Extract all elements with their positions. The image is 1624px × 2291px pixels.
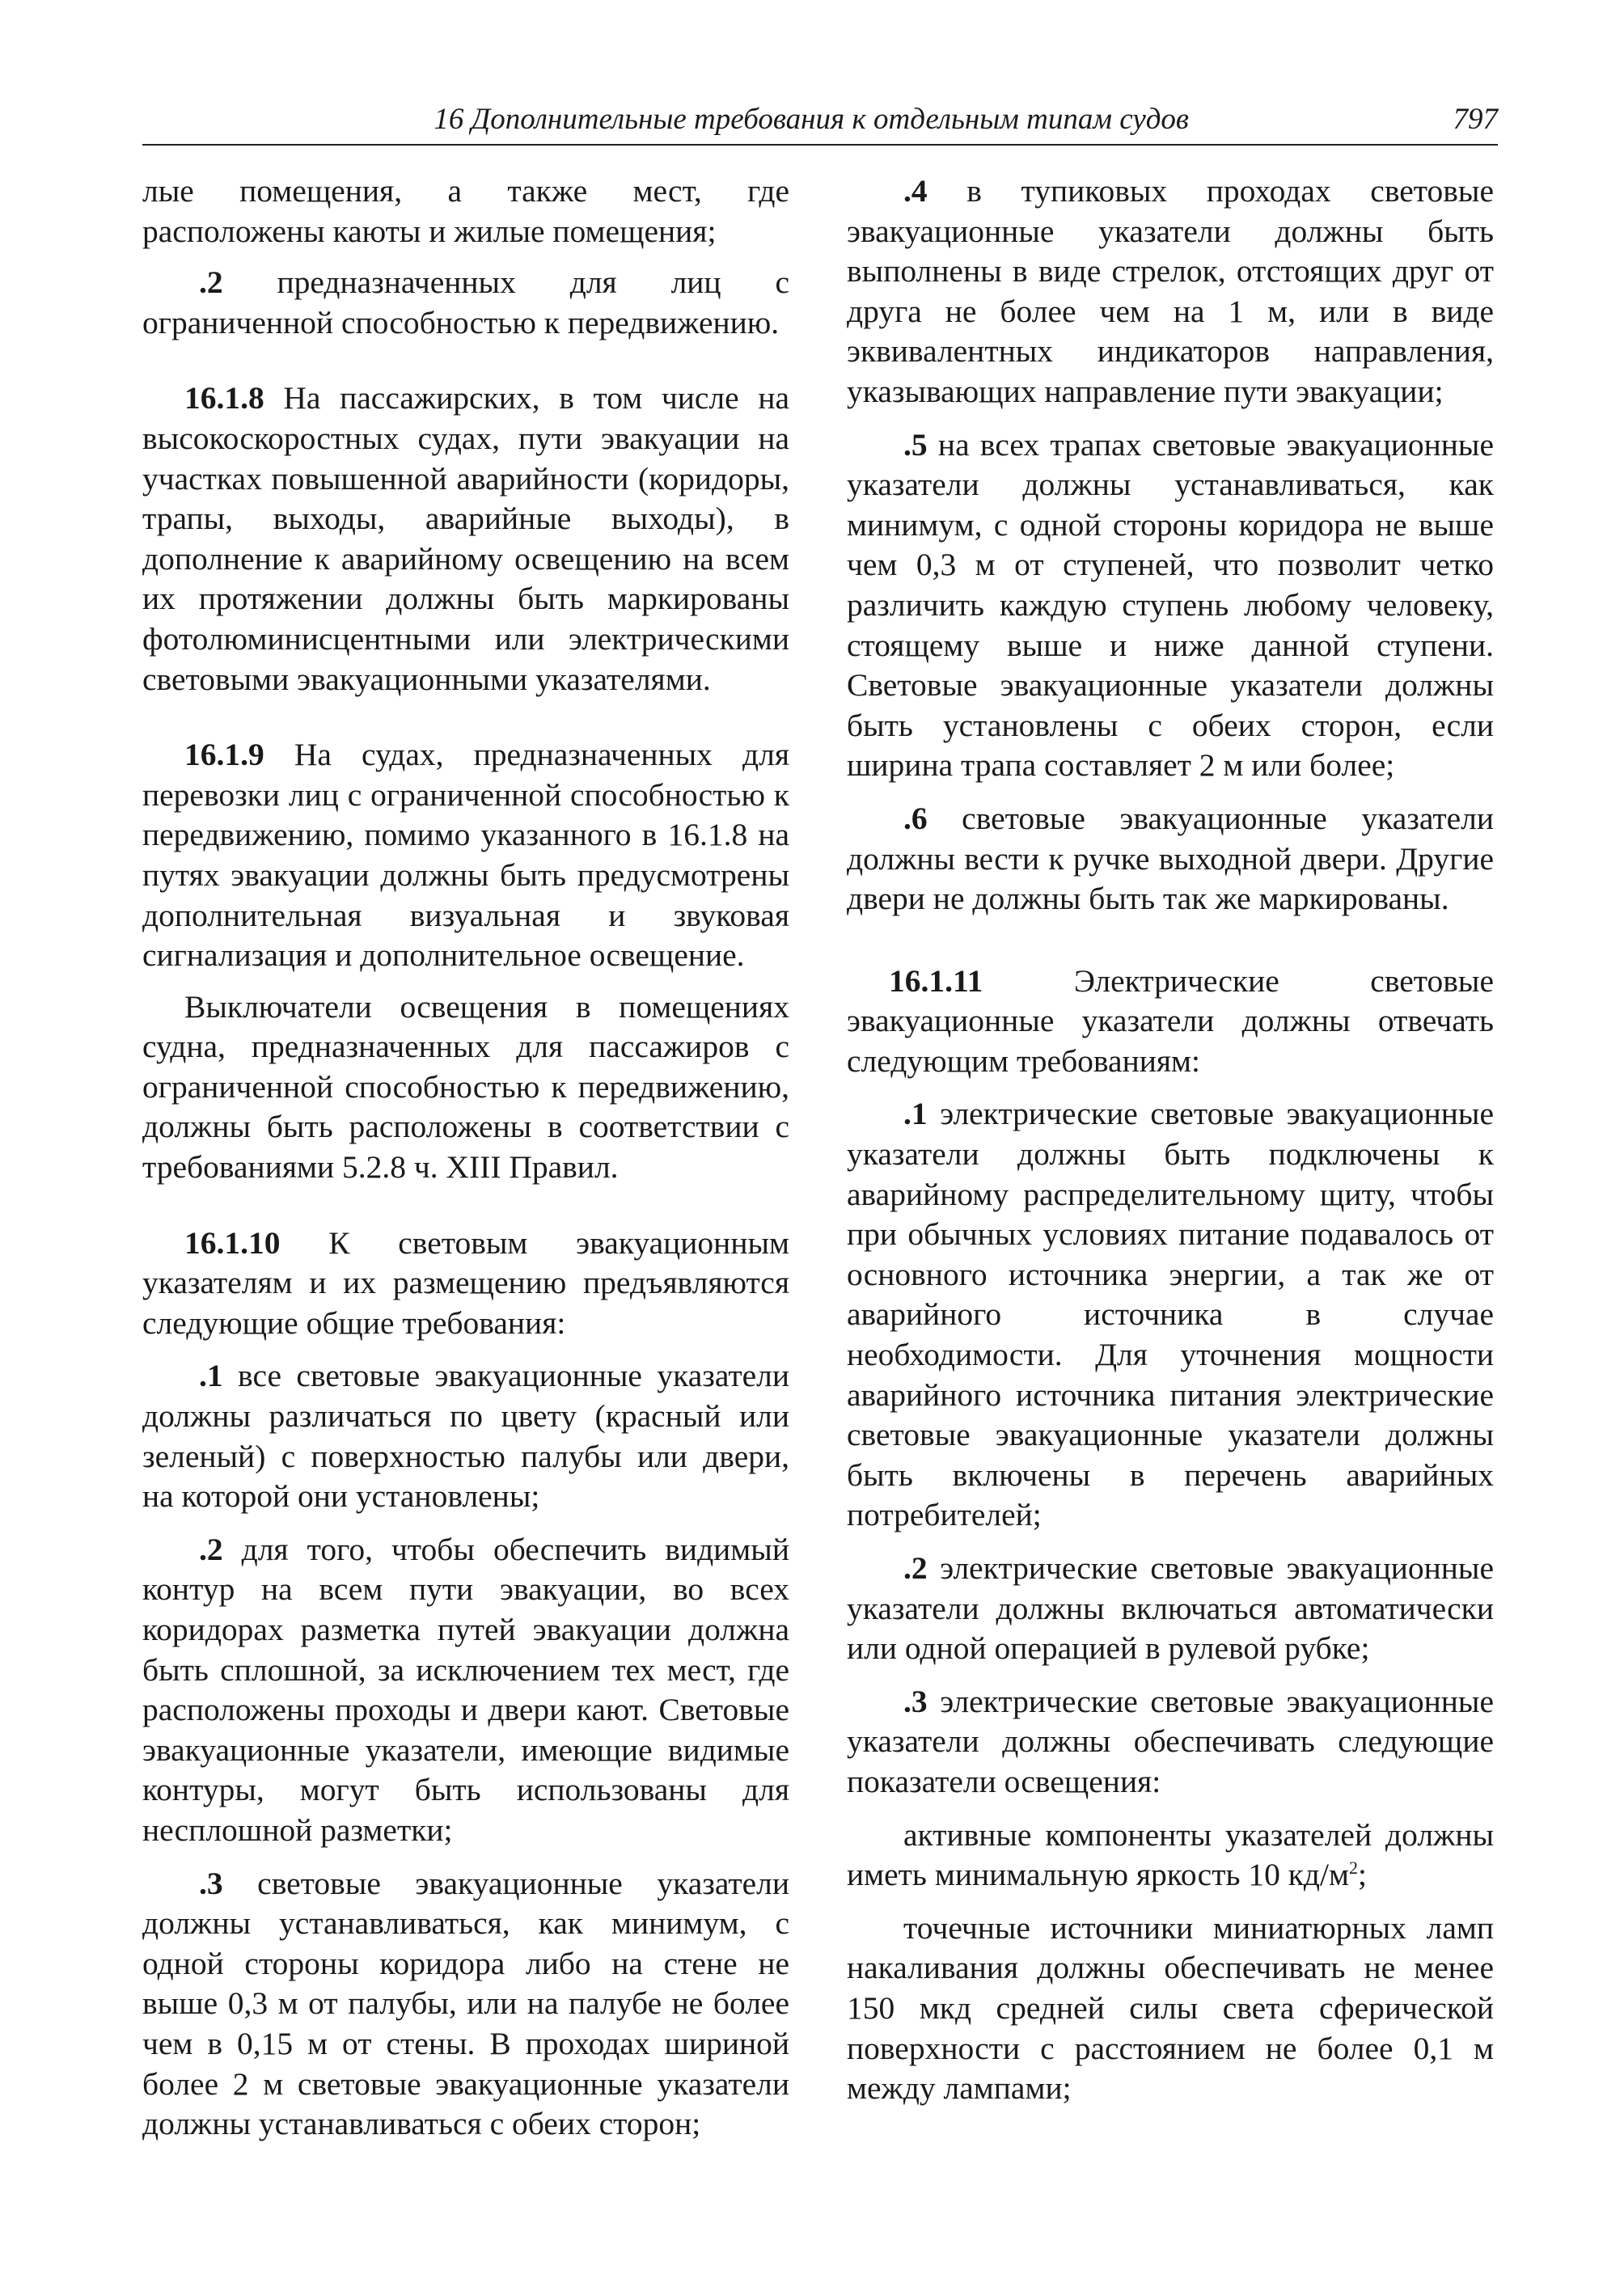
list-item: .6 световые эвакуационные указатели должны вести к ручке выходной двери. Другие двери не должны быть так же маркированы.: [847, 800, 1494, 917]
clause-16-1-10: 16.1.10 К световым эвакуационным указателям и их размещению предъявляются следующие общие требования:: [142, 1224, 789, 1341]
left-column: [142, 171, 789, 2145]
clause-16-1-11: 16.1.11 Электрические световые эвакуационные указатели должны отвечать следующим требованиям:: [847, 962, 1494, 1079]
paragraph: точечные источники миниатюрных ламп накаливания должны обеспечивать не менее 150 мкд средней силы света сферической поверхности с расстоянием не более 0,1 м между лампами;: [847, 1909, 1494, 2107]
list-item: .4 в тупиковых проходах световые эвакуационные указатели должны быть выполнены в виде стрелок, отстоящих друг от друга не более чем на 1 м, или в виде эквивалентных индикаторов направления, указывающих направление пути эвакуации;: [847, 173, 1494, 409]
paragraph: Выключатели освещения в помещениях судна, предназначенных для пассажиров с ограниченной способностью к передвижению, должны быть расположены в соответствии с требованиями 5.2.8 ч. XIII Правил.: [142, 988, 789, 1186]
list-item: .1 электрические световые эвакуационные указатели должны быть подключены к аварийному распределительному щиту, чтобы при обычных условиях питание подавалось от основного источника энергии, а так же от аварийного источника в случае необходимости. Для уточнения мощности аварийного источника питания электрические световые эвакуационные указатели должны быть включены в перечень аварийных потребителей;: [847, 1096, 1494, 1533]
list-item: .2 для того, чтобы обеспечить видимый контур на всем пути эвакуации, во всех коридорах разметка путей эвакуации должна быть сплошной, за исключением тех мест, где расположены проходы и двери кают. Световые эвакуационные указатели, имеющие видимые контуры, могут быть использованы для несплошной разметки;: [142, 1531, 789, 1848]
page-number: 797: [1453, 103, 1498, 136]
paragraph: лые помещения, а также мест, где расположены каюты и жилые помещения;: [142, 173, 789, 249]
running-header: [142, 95, 1498, 146]
right-column: [847, 171, 1494, 2109]
clause-16-1-9: 16.1.9 На судах, предназначенных для перевозки лиц с ограниченной способностью к передвижению, помимо указанного в 16.1.8 на путях эвакуации должны быть предусмотрены дополнительная визуальная и звуковая сигнализация и дополнительное освещение.: [142, 737, 789, 974]
clause-16-1-8: 16.1.8 На пассажирских, в том числе на высокоскоростных судах, пути эвакуации на участках повышенной аварийности (коридоры, трапы, выходы, аварийные выходы), в дополнение к аварийному освещению на всем их протяжении должны быть маркированы фотолюминисцентными или электрическими световыми эвакуационными указателями.: [142, 380, 789, 697]
list-item: .2 предназначенных для лиц с ограниченной способностью к передвижению.: [142, 264, 789, 340]
list-item: .1 все световые эвакуационные указатели должны различаться по цвету (красный или зеленый) с поверхностью палубы или двери, на которой они установлены;: [142, 1358, 789, 1515]
running-title: 16 Дополнительные требования к отдельным типам судов: [433, 103, 1189, 136]
list-item: .5 на всех трапах световые эвакуационные указатели должны устанавливаться, как минимум, с одной стороны коридора не выше чем 0,3 м от ступеней, что позволит четко различить каждую ступень любому человеку, стоящему выше и ниже данной ступени. Световые эвакуационные указатели должны быть установлены с обеих сторон, если ширина трапа составляет 2 м или более;: [847, 426, 1494, 784]
list-item: .3 электрические световые эвакуационные указатели должны обеспечивать следующие показатели освещения:: [847, 1683, 1494, 1799]
list-item: .2 электрические световые эвакуационные указатели должны включаться автоматически или одной операцией в рулевой рубке;: [847, 1550, 1494, 1667]
paragraph: активные компоненты указателей должны иметь минимальную яркость 10 $кд/м^2$;: [847, 1816, 1494, 1893]
list-item: .3 световые эвакуационные указатели должны устанавливаться, как минимум, с одной стороны коридора либо на стене не выше 0,3 м от палубы, или на палубе не более чем в 0,15 м от стены. В проходах шириной более 2 м световые эвакуационные указатели должны устанавливаться с обеих сторон;: [142, 1865, 789, 2142]
